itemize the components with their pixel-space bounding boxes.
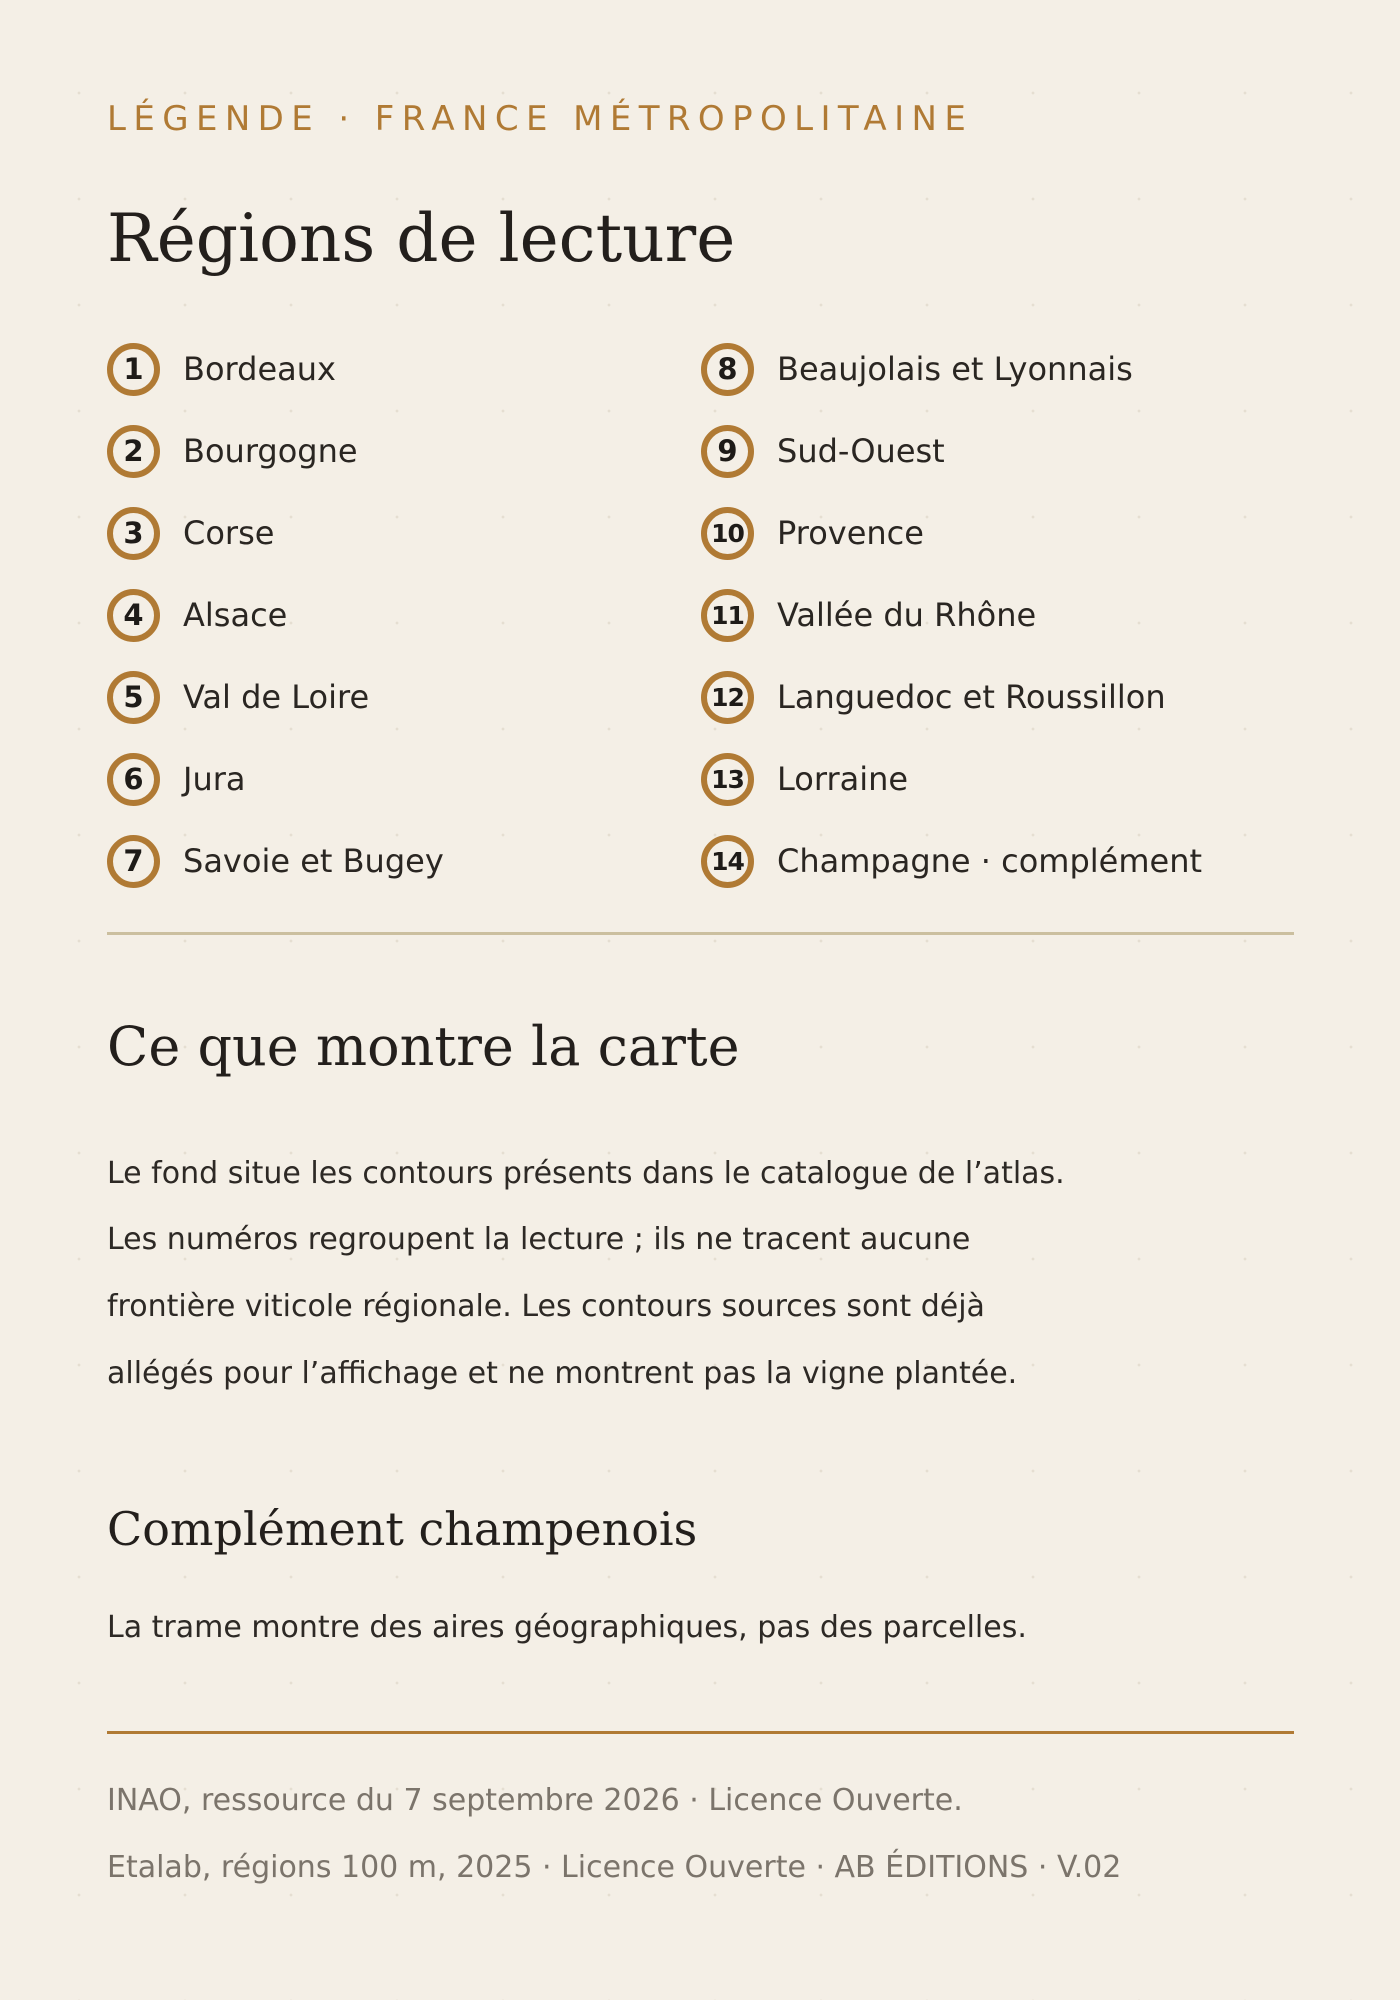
legend-item-label: Jura — [183, 760, 246, 798]
legend-item-label: Lorraine — [777, 760, 909, 798]
legend-item-label: Savoie et Bugey — [183, 842, 444, 880]
legend-item-label: Champagne · complément — [777, 842, 1203, 880]
legend-number-badge: 9 — [701, 425, 754, 478]
champagne-description: La trame montre des aires géographiques, pas des parcelles. — [107, 1610, 1027, 1645]
legend-number-badge: 3 — [107, 507, 160, 560]
legend-item-label: Sud-Ouest — [777, 432, 945, 470]
legend-number-badge: 8 — [701, 343, 754, 396]
legend-item — [107, 501, 274, 565]
divider — [107, 932, 1294, 935]
kicker-label: LÉGENDE · FRANCE MÉTROPOLITAINE — [107, 99, 974, 139]
legend-item — [107, 747, 245, 811]
legend-number-badge: 7 — [107, 835, 160, 888]
legend-item-label: Corse — [183, 514, 275, 552]
paragraph-line: Les numéros regroupent la lecture ; ils ne tracent aucune — [107, 1222, 971, 1257]
legend-item — [107, 829, 444, 893]
legend-item-label: Alsace — [183, 596, 288, 634]
source-credit-line-2: Etalab, régions 100 m, 2025 · Licence Ouverte · AB ÉDITIONS · V.02 — [107, 1850, 1122, 1885]
legend-number-badge: 4 — [107, 589, 160, 642]
legend-number-badge: 6 — [107, 753, 160, 806]
section-title-map: Ce que montre la carte — [107, 1015, 740, 1078]
legend-item — [701, 419, 945, 483]
paragraph-line: frontière viticole régionale. Les contours sources sont déjà — [107, 1289, 985, 1324]
paragraph-line: Le fond situe les contours présents dans le catalogue de l’atlas. — [107, 1156, 1065, 1191]
legend-number-badge: 2 — [107, 425, 160, 478]
legend-item-label: Beaujolais et Lyonnais — [777, 350, 1133, 388]
legend-number-badge: 5 — [107, 671, 160, 724]
footer-divider — [107, 1731, 1294, 1734]
page-title: Régions de lecture — [107, 200, 736, 277]
legend-number-badge: 10 — [701, 507, 754, 560]
legend-item — [107, 583, 287, 647]
source-credit-line-1: INAO, ressource du 7 septembre 2026 · Licence Ouverte. — [107, 1783, 963, 1818]
legend-item — [701, 665, 1166, 729]
legend-item-label: Val de Loire — [183, 678, 370, 716]
legend-number-badge: 12 — [701, 671, 754, 724]
section-title-champagne: Complément champenois — [107, 1502, 698, 1556]
legend-item — [701, 337, 1133, 401]
legend-item — [107, 665, 369, 729]
legend-number-badge: 1 — [107, 343, 160, 396]
legend-item — [701, 501, 924, 565]
legend-item-label: Bordeaux — [183, 350, 336, 388]
legend-item — [701, 747, 908, 811]
legend-number-badge: 14 — [701, 835, 754, 888]
legend-item — [701, 583, 1036, 647]
legend-item-label: Vallée du Rhône — [777, 596, 1037, 634]
legend-item-label: Provence — [777, 514, 924, 552]
legend-item-label: Bourgogne — [183, 432, 358, 470]
legend-item — [107, 337, 336, 401]
legend-item — [107, 419, 358, 483]
legend-number-badge: 13 — [701, 753, 754, 806]
paragraph-line: allégés pour l’affichage et ne montrent pas la vigne plantée. — [107, 1356, 1018, 1391]
legend-item — [701, 829, 1202, 893]
legend-number-badge: 11 — [701, 589, 754, 642]
legend-item-label: Languedoc et Roussillon — [777, 678, 1166, 716]
